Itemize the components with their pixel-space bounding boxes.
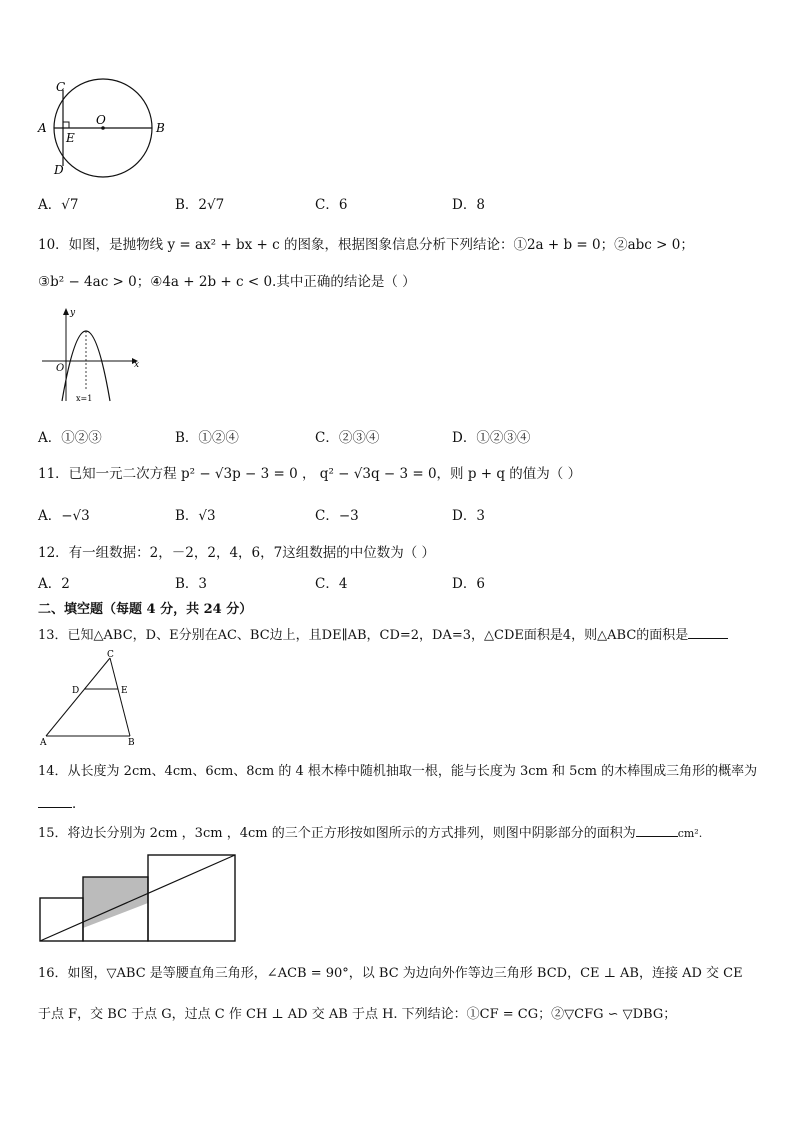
label-b: B: [128, 738, 135, 748]
q16-line2: 于点 F，交 BC 于点 G，过点 C 作 CH ⊥ AD 交 AB 于点 H. 下列结论：①CF = CG；②▽CFG ∽ ▽DBG；: [38, 1007, 677, 1022]
q9-option-c: C．6: [315, 197, 348, 213]
q15-text: 15．将边长分别为 2cm ，3cm ，4cm 的三个正方形按如图所示的方式排列，则图中阴影部分的面积为: [38, 826, 636, 841]
q13-line1: [38, 624, 728, 643]
label-e: E: [121, 686, 128, 696]
q10-option-b: B．①②④: [175, 430, 239, 446]
label-d: D: [72, 686, 80, 696]
q10-line2: ③b² − 4ac > 0；④4a + 2b + c < 0.其中正确的结论是（ ）: [38, 274, 416, 290]
q9-option-b: B．2√7: [175, 197, 225, 213]
q15-unit: cm².: [677, 827, 703, 840]
shaded-region: [83, 877, 148, 928]
q15-line1: [38, 822, 702, 841]
side-cb: [110, 658, 130, 736]
label-c: C: [56, 80, 66, 94]
q9-option-d: D．8: [452, 197, 485, 213]
q14-line2: [38, 792, 86, 812]
q11-option-b: B．√3: [175, 508, 216, 524]
q12-option-a: A．2: [38, 576, 70, 592]
q16-line1: 16．如图，▽ABC 是等腰直角三角形，∠ACB = 90°，以 BC 为边向外作等边三角形 BCD，CE ⊥ AB，连接 AD 交 CE: [38, 966, 743, 981]
q10-option-a: A．①②③: [38, 430, 102, 446]
squares-figure: [38, 850, 238, 945]
section-title-fill-blank: 二、填空题（每题 4 分，共 24 分）: [38, 602, 253, 617]
q10-option-c: C．②③④: [315, 430, 380, 446]
parabola-curve: [62, 331, 110, 401]
label-b: B: [156, 121, 165, 135]
square-large: [148, 855, 235, 941]
q11-option-d: D．3: [452, 508, 485, 524]
q15-answer-blank[interactable]: [636, 824, 678, 837]
side-ac: [46, 658, 110, 736]
q13-answer-blank[interactable]: [688, 626, 728, 639]
q13-text: 13．已知△ABC，D、E分别在AC、BC边上，且DE∥AB，CD=2，DA=3，△CDE面积是4，则△ABC的面积是: [38, 628, 689, 643]
label-c: C: [107, 650, 114, 660]
label-x-equals-1: x=1: [76, 394, 93, 403]
label-e: E: [66, 131, 75, 145]
label-y: y: [70, 308, 76, 318]
q11-line1: 11．已知一元二次方程 p² − √3p − 3 = 0 ， q² − √3q − 3 = 0，则 p + q 的值为（ ）: [38, 466, 582, 482]
y-axis-arrow: [63, 308, 69, 315]
label-d: D: [54, 163, 64, 177]
q12-option-d: D．6: [452, 576, 485, 592]
q12-option-b: B．3: [175, 576, 208, 592]
square-small: [40, 898, 83, 941]
label-a: A: [38, 121, 47, 135]
q10-line1: 10．如图，是抛物线 y = ax² + bx + c 的图象，根据图象信息分析下列结论：①2a + b = 0；②abc > 0；: [38, 237, 694, 253]
triangle-figure: [38, 648, 148, 748]
q14-line2-end: ．: [72, 796, 86, 812]
q10-option-d: D．①②③④: [452, 430, 531, 446]
q11-option-a: A．−√3: [38, 508, 90, 524]
circle-figure: [30, 78, 170, 178]
q9-option-a: A．√7: [38, 197, 79, 213]
label-origin: O: [56, 363, 65, 374]
q14-line1: 14．从长度为 2cm、4cm、6cm、8cm 的 4 根木棒中随机抽取一根，能与长度为 3cm 和 5cm 的木棒围成三角形的概率为: [38, 764, 758, 779]
q11-option-c: C．−3: [315, 508, 359, 524]
q12-line1: 12．有一组数据：2，－2，2，4，6，7这组数据的中位数为（ ）: [38, 545, 436, 561]
right-angle-mark: [63, 122, 69, 128]
label-x: x: [134, 360, 140, 370]
label-o: O: [96, 113, 106, 127]
q14-answer-blank[interactable]: [38, 795, 72, 808]
q12-option-c: C．4: [315, 576, 348, 592]
parabola-figure: [38, 305, 148, 405]
label-a: A: [40, 738, 47, 748]
